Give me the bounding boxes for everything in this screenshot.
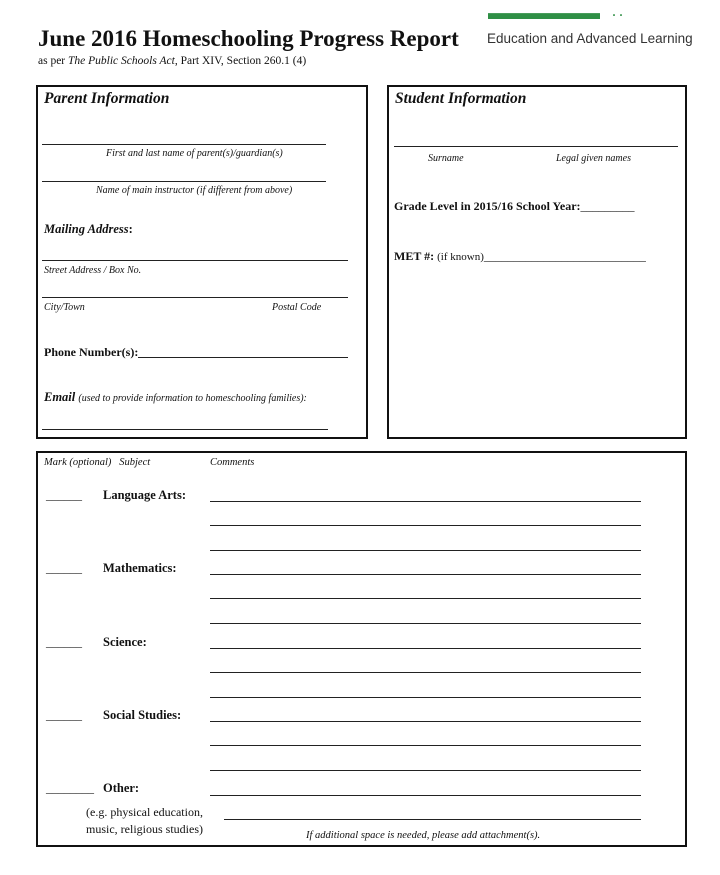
grade-level-blank[interactable]: _________ xyxy=(580,199,635,213)
subject-other: Other: xyxy=(103,781,140,795)
subject-science: Science: xyxy=(103,635,147,649)
attachment-note: If additional space is needed, please add attachment(s). xyxy=(306,830,541,841)
given-names-caption: Legal given names xyxy=(556,153,631,164)
mark-blank-language-arts[interactable]: ______ xyxy=(46,488,82,502)
comment-line[interactable] xyxy=(210,770,641,771)
other-examples-line1: (e.g. physical education, xyxy=(86,805,203,819)
mark-column-header: Mark (optional) Subject xyxy=(44,457,151,468)
student-info-heading: Student Information xyxy=(395,90,527,107)
phone-line[interactable] xyxy=(138,357,348,358)
subject-social-studies: Social Studies: xyxy=(103,708,182,722)
student-name-line[interactable] xyxy=(394,146,678,147)
grade-level-label: Grade Level in 2015/16 School Year:_________ xyxy=(394,199,635,213)
logo-dots: · · xyxy=(612,8,624,22)
met-number-field: MET #: (if known)___________________________ xyxy=(394,249,646,263)
city-postal-line[interactable] xyxy=(42,297,348,298)
mailing-address-label: Mailing Address: xyxy=(44,222,133,236)
mark-blank-mathematics[interactable]: ______ xyxy=(46,561,82,575)
page-title: June 2016 Homeschooling Progress Report xyxy=(38,26,459,51)
mark-blank-other[interactable]: ________ xyxy=(46,781,94,795)
surname-caption: Surname xyxy=(428,153,464,164)
email-note: (used to provide information to homeschooling families): xyxy=(78,393,307,404)
guardian-name-line[interactable] xyxy=(42,144,326,145)
act-name: The Public Schools Act xyxy=(68,55,175,67)
postal-code-caption: Postal Code xyxy=(272,302,322,313)
parent-info-heading: Parent Information xyxy=(44,90,170,107)
comment-line[interactable] xyxy=(210,525,641,526)
mark-blank-science[interactable]: ______ xyxy=(46,635,82,649)
parent-info-box xyxy=(36,85,368,439)
logo-mark xyxy=(488,6,600,19)
comment-line[interactable] xyxy=(210,672,641,673)
comments-column-header: Comments xyxy=(210,457,255,468)
comment-line[interactable] xyxy=(210,598,641,599)
subject-language-arts: Language Arts: xyxy=(103,488,186,502)
email-line[interactable] xyxy=(42,429,328,430)
phone-label: Phone Number(s): xyxy=(44,345,139,359)
street-address-caption: Street Address / Box No. xyxy=(44,265,142,276)
instructor-name-caption: Name of main instructor (if different from above) xyxy=(96,185,293,196)
comment-line[interactable] xyxy=(210,795,641,796)
instructor-name-line[interactable] xyxy=(42,181,326,182)
guardian-name-caption: First and last name of parent(s)/guardian(s) xyxy=(106,148,283,159)
email-label: Email (used to provide information to homeschooling families): xyxy=(44,390,307,404)
comment-line[interactable] xyxy=(210,501,641,502)
met-number-blank[interactable]: ___________________________ xyxy=(483,249,646,263)
comment-line[interactable] xyxy=(210,721,641,722)
comment-line[interactable] xyxy=(210,745,641,746)
comment-line[interactable] xyxy=(224,819,641,820)
comment-line[interactable] xyxy=(210,550,641,551)
street-address-line[interactable] xyxy=(42,260,348,261)
logo-tagline: Education and Advanced Learning xyxy=(487,31,693,46)
comment-line[interactable] xyxy=(210,648,641,649)
other-examples-line2: music, religious studies) xyxy=(86,822,203,836)
comment-line[interactable] xyxy=(210,697,641,698)
page-subtitle: as per The Public Schools Act, Part XIV, Section 260.1 (4) xyxy=(38,55,307,67)
comment-line[interactable] xyxy=(210,623,641,624)
comment-line[interactable] xyxy=(210,574,641,575)
city-caption: City/Town xyxy=(44,302,85,313)
subject-mathematics: Mathematics: xyxy=(103,561,177,575)
mark-blank-social-studies[interactable]: ______ xyxy=(46,708,82,722)
